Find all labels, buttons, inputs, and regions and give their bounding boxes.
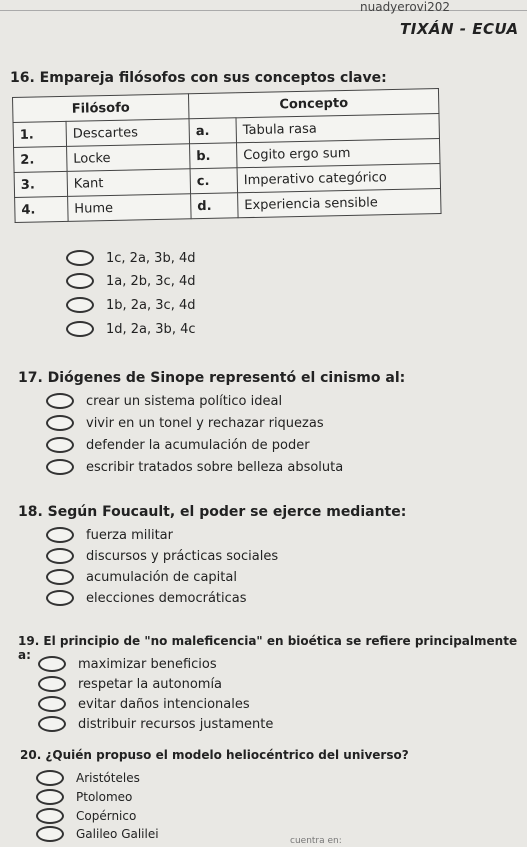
q18-option-a[interactable] bbox=[46, 527, 173, 543]
q20-option-d[interactable] bbox=[36, 826, 159, 842]
q20-option-b[interactable] bbox=[36, 789, 132, 805]
question-18-prompt: 18. Según Foucault, el poder se ejerce mediante: bbox=[18, 504, 407, 520]
option-label: 1c, 2a, 3b, 4d bbox=[106, 250, 196, 266]
option-label: discursos y prácticas sociales bbox=[86, 548, 279, 564]
option-label: 1d, 2a, 3b, 4c bbox=[106, 321, 196, 337]
option-label: Galileo Galilei bbox=[76, 827, 159, 841]
matching-table bbox=[12, 88, 442, 223]
row-concept: Cogito ergo sum bbox=[237, 139, 440, 168]
radio-button[interactable] bbox=[36, 808, 64, 824]
q19-option-a[interactable] bbox=[38, 656, 217, 672]
q16-option-a[interactable] bbox=[66, 250, 196, 266]
radio-button[interactable] bbox=[46, 569, 74, 585]
q16-option-d[interactable] bbox=[66, 321, 196, 337]
radio-button[interactable] bbox=[38, 656, 66, 672]
question-17-prompt: 17. Diógenes de Sinope representó el cinismo al: bbox=[18, 370, 406, 386]
question-16-prompt: 16. Empareja filósofos con sus conceptos clave: bbox=[10, 70, 387, 86]
row-number: 3. bbox=[14, 171, 68, 197]
q18-option-b[interactable] bbox=[46, 548, 278, 564]
option-label: Copérnico bbox=[76, 809, 137, 823]
option-label: elecciones democráticas bbox=[86, 590, 247, 606]
option-label: respetar la autonomía bbox=[78, 676, 223, 692]
radio-button[interactable] bbox=[46, 459, 74, 475]
option-label: fuerza militar bbox=[86, 527, 173, 543]
q20-option-a[interactable] bbox=[36, 770, 140, 786]
option-label: acumulación de capital bbox=[86, 569, 237, 585]
row-letter: d. bbox=[191, 193, 239, 219]
row-philosopher: Locke bbox=[67, 144, 190, 172]
option-label: evitar daños intencionales bbox=[78, 696, 250, 712]
option-label: vivir en un tonel y rechazar riquezas bbox=[86, 415, 324, 431]
q17-option-b[interactable] bbox=[46, 415, 324, 431]
radio-button[interactable] bbox=[46, 527, 74, 543]
row-number: 1. bbox=[13, 121, 67, 147]
q18-option-d[interactable] bbox=[46, 590, 247, 606]
radio-button[interactable] bbox=[66, 273, 94, 289]
option-label: escribir tratados sobre belleza absoluta bbox=[86, 459, 344, 475]
radio-button[interactable] bbox=[38, 676, 66, 692]
q16-option-b[interactable] bbox=[66, 273, 196, 289]
row-philosopher: Descartes bbox=[66, 119, 189, 147]
footer-faint-text: cuentra en: bbox=[290, 836, 342, 846]
radio-button[interactable] bbox=[36, 789, 64, 805]
q19-option-d[interactable] bbox=[38, 716, 273, 732]
radio-button[interactable] bbox=[46, 415, 74, 431]
option-label: maximizar beneficios bbox=[78, 656, 217, 672]
option-label: 1b, 2a, 3c, 4d bbox=[106, 297, 196, 313]
row-philosopher: Hume bbox=[68, 194, 191, 222]
q17-option-a[interactable] bbox=[46, 393, 282, 409]
option-label: Aristóteles bbox=[76, 771, 140, 785]
row-concept: Imperativo categórico bbox=[237, 164, 440, 193]
row-concept: Experiencia sensible bbox=[238, 189, 441, 218]
q19-option-c[interactable] bbox=[38, 696, 250, 712]
row-letter: c. bbox=[190, 168, 238, 194]
header-top-text: nuadyerovi202 bbox=[360, 0, 451, 14]
radio-button[interactable] bbox=[46, 548, 74, 564]
row-number: 2. bbox=[14, 146, 68, 172]
option-label: distribuir recursos justamente bbox=[78, 716, 274, 732]
question-20-prompt: 20. ¿Quién propuso el modelo heliocéntrico del universo? bbox=[20, 748, 409, 762]
q17-option-c[interactable] bbox=[46, 437, 310, 453]
row-letter: b. bbox=[190, 143, 238, 169]
option-label: Ptolomeo bbox=[76, 790, 133, 804]
q20-option-c[interactable] bbox=[36, 808, 136, 824]
radio-button[interactable] bbox=[38, 696, 66, 712]
radio-button[interactable] bbox=[46, 393, 74, 409]
radio-button[interactable] bbox=[66, 297, 94, 313]
q18-option-c[interactable] bbox=[46, 569, 237, 585]
radio-button[interactable] bbox=[36, 770, 64, 786]
row-number: 4. bbox=[15, 196, 69, 222]
row-concept: Tabula rasa bbox=[236, 114, 439, 143]
q17-option-d[interactable] bbox=[46, 459, 343, 475]
header-philosopher: Filósofo bbox=[13, 94, 189, 123]
question-19-prompt: 19. El principio de "no maleficencia" en bioética se refiere principalmente a: bbox=[18, 634, 518, 662]
header-title: TIXÁN - ECUA bbox=[400, 20, 519, 38]
option-label: crear un sistema político ideal bbox=[86, 393, 283, 409]
radio-button[interactable] bbox=[66, 250, 94, 266]
q16-option-c[interactable] bbox=[66, 297, 196, 313]
q19-option-b[interactable] bbox=[38, 676, 222, 692]
radio-button[interactable] bbox=[66, 321, 94, 337]
radio-button[interactable] bbox=[46, 437, 74, 453]
option-label: defender la acumulación de poder bbox=[86, 437, 310, 453]
row-letter: a. bbox=[189, 118, 237, 144]
row-philosopher: Kant bbox=[67, 169, 190, 197]
radio-button[interactable] bbox=[46, 590, 74, 606]
radio-button[interactable] bbox=[36, 826, 64, 842]
radio-button[interactable] bbox=[38, 716, 66, 732]
option-label: 1a, 2b, 3c, 4d bbox=[106, 273, 196, 289]
header-concept: Concepto bbox=[188, 89, 438, 119]
